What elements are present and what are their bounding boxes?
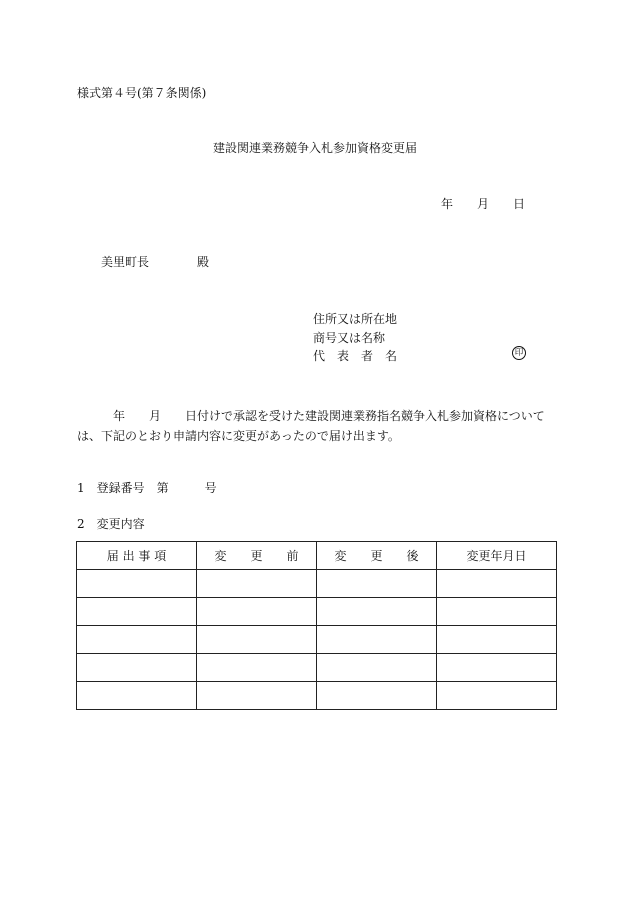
table-cell[interactable] bbox=[317, 626, 437, 654]
table-row bbox=[77, 654, 557, 682]
header-before-change: 変 更 前 bbox=[197, 542, 317, 570]
submission-date: 年 月 日 bbox=[441, 197, 526, 211]
table-cell[interactable] bbox=[317, 570, 437, 598]
change-details-table bbox=[76, 541, 557, 710]
header-change-date: 変更年月日 bbox=[437, 542, 557, 570]
table-cell[interactable] bbox=[77, 682, 197, 710]
header-notified-item: 届 出 事 項 bbox=[77, 542, 197, 570]
table-row bbox=[77, 598, 557, 626]
table-cell[interactable] bbox=[317, 598, 437, 626]
seal-icon: 印 bbox=[512, 346, 526, 360]
table-cell[interactable] bbox=[437, 654, 557, 682]
company-name-label: 商号又は名称 bbox=[313, 331, 386, 345]
notice-body-line-2: は、下記のとおり申請内容に変更があったので届け出ます。 bbox=[77, 429, 400, 443]
table-cell[interactable] bbox=[77, 626, 197, 654]
change-details-heading: 2 変更内容 bbox=[77, 517, 145, 531]
table-cell[interactable] bbox=[77, 598, 197, 626]
table-header-row bbox=[77, 542, 557, 570]
table-row bbox=[77, 682, 557, 710]
registration-number-item: 1 登録番号 第 号 bbox=[77, 481, 217, 495]
table-cell[interactable] bbox=[77, 654, 197, 682]
table-row bbox=[77, 570, 557, 598]
notice-body bbox=[77, 406, 553, 446]
addressee: 美里町長 殿 bbox=[101, 255, 210, 269]
table-cell[interactable] bbox=[317, 682, 437, 710]
document-title: 建設関連業務競争入札参加資格変更届 bbox=[213, 141, 418, 155]
representative-label: 代 表 者 名 bbox=[313, 349, 398, 363]
table-cell[interactable] bbox=[317, 654, 437, 682]
table-row bbox=[77, 626, 557, 654]
table-cell[interactable] bbox=[197, 626, 317, 654]
table-cell[interactable] bbox=[437, 626, 557, 654]
table-cell[interactable] bbox=[197, 654, 317, 682]
table-cell[interactable] bbox=[197, 598, 317, 626]
table-cell[interactable] bbox=[437, 598, 557, 626]
header-after-change: 変 更 後 bbox=[317, 542, 437, 570]
table-cell[interactable] bbox=[197, 570, 317, 598]
table-cell[interactable] bbox=[77, 570, 197, 598]
form-number: 様式第４号(第７条関係) bbox=[77, 86, 207, 100]
address-label: 住所又は所在地 bbox=[313, 312, 398, 326]
table-cell[interactable] bbox=[437, 682, 557, 710]
notice-body-line-1: 年 月 日付けで承認を受けた建設関連業務指名競争入札参加資格について bbox=[77, 409, 545, 423]
table-cell[interactable] bbox=[197, 682, 317, 710]
table-cell[interactable] bbox=[437, 570, 557, 598]
